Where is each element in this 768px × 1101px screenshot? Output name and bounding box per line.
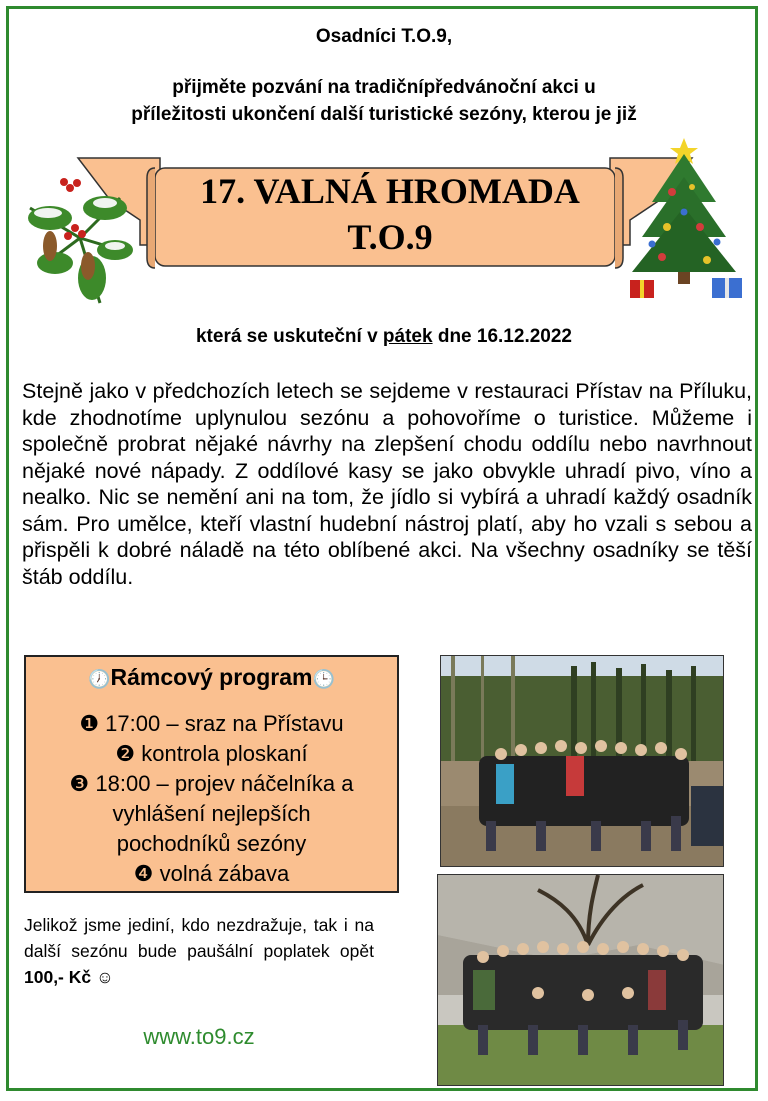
christmas-tree-icon: [622, 132, 750, 302]
clock-left-icon: 🕖: [88, 669, 111, 689]
banner-title-line-2: T.O.9: [347, 217, 433, 257]
program-title: [24, 664, 399, 691]
christmas-pine-branch-icon: [20, 168, 138, 308]
group-photo-rocks: [437, 874, 724, 1086]
date-prefix: která se uskuteční v: [195, 326, 383, 347]
invitation-line-1: přijměte pozvání na tradičnípředvánoční akci u: [172, 77, 596, 98]
program-item-2: ❷ kontrola ploskaní: [115, 741, 308, 766]
body-text: Stejně jako v předchozích letech se sejdeme v restauraci Přístav na Příluku, kde zhodnotíme uplynulou sezónu a pohovoříme o turistice. Můžeme i společně probrat nějaké návrhy na zlepšení chodu oddílu nebo navrhnout nějaké nové nápady. Z oddílové kasy se jako obvykle uhradí pivo, víno a nealko. Nic se nemění ani na tom, že jídlo si vybírá a uhradí každý osadník sám. Pro umělce, kteří vlastní hudební nástroj platí, aby ho vzali s sebou a přispěli k dobré náladě na této oblíbené akci. Na všechny osadníky se těší štáb oddílu.: [22, 379, 752, 589]
program-item-4: ❹ volná zábava: [133, 861, 290, 886]
greeting: Osadníci T.O.9,: [315, 26, 453, 47]
price-note: [24, 912, 374, 990]
banner-title: [155, 168, 625, 260]
program-item-3-cont-1: vyhlášení nejlepších: [112, 801, 311, 826]
program-title-text: Rámcový program: [110, 664, 313, 690]
program-item-1: ❶ 17:00 – sraz na Přístavu: [79, 711, 344, 736]
banner-title-line-1: 17. VALNÁ HROMADA: [200, 171, 580, 211]
event-date-line: [0, 326, 768, 348]
program-item-3: ❸ 18:00 – projev náčelníka a: [69, 771, 354, 796]
event-date: dne 16.12.2022: [432, 326, 572, 347]
event-day: pátek: [382, 326, 433, 347]
invitation-text: [20, 74, 748, 128]
smiley-icon: ☺: [91, 967, 114, 987]
group-photo-forest: [440, 655, 724, 867]
invitation-line-2: příležitosti ukončení další turistické sezóny, kterou je již: [131, 104, 637, 125]
website-link[interactable]: www.to9.cz: [143, 1024, 255, 1049]
clock-right-icon: 🕒: [312, 669, 335, 689]
price-value: 100,- Kč: [24, 967, 92, 987]
price-note-text: Jelikož jsme jediní, kdo nezdražuje, tak i na další sezónu bude paušální poplatek opět: [24, 915, 374, 961]
program-item-3-cont-2: pochodníků sezóny: [116, 831, 307, 856]
